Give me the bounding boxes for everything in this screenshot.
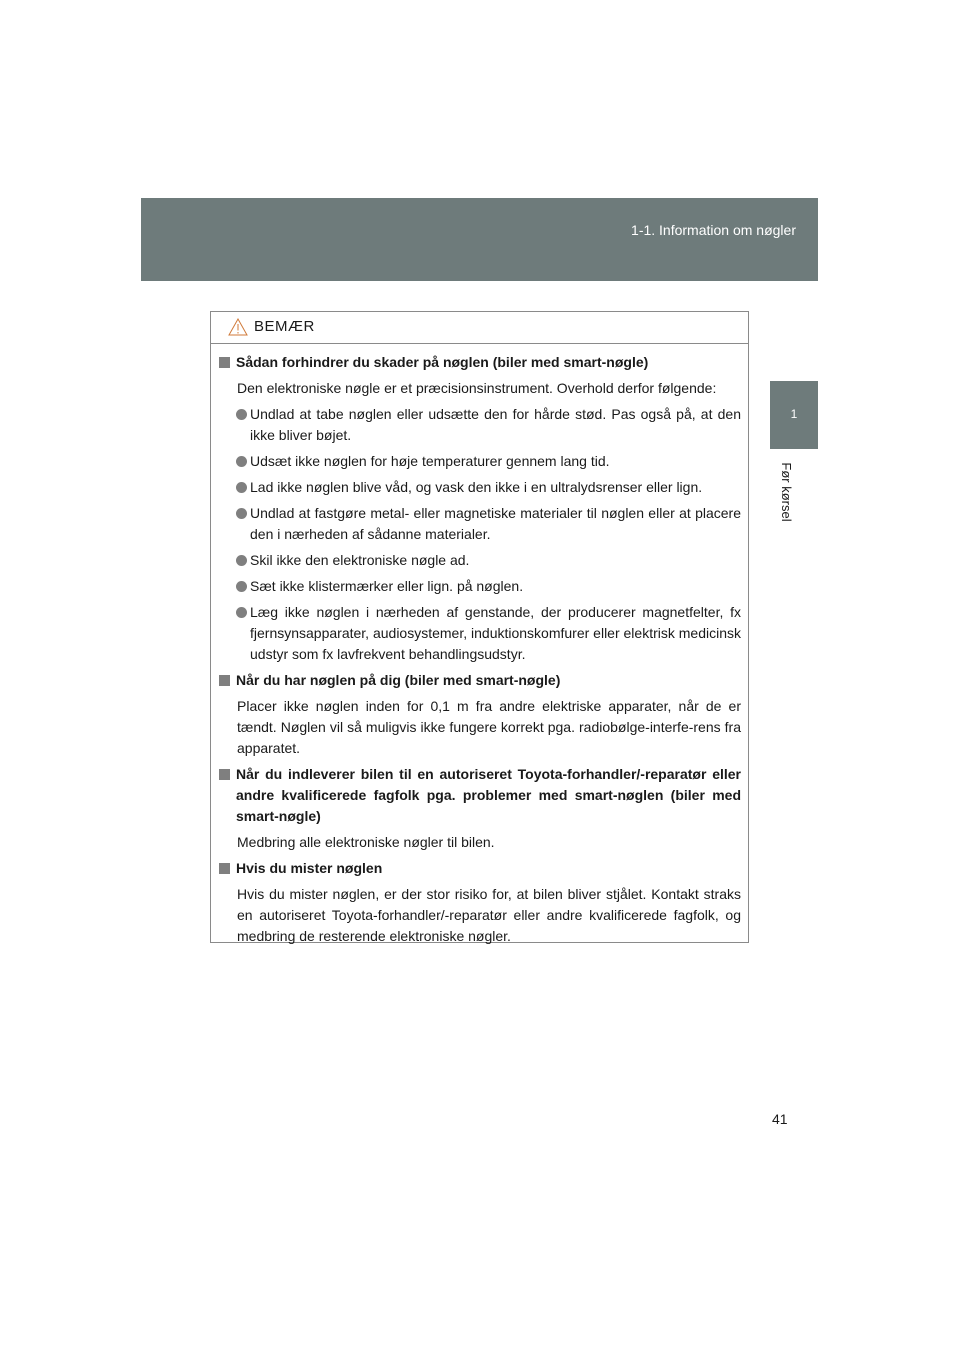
section-intro: Den elektroniske nøgle er et præcisionsinstrument. Overhold derfor følgende:: [237, 380, 717, 396]
section-text: Hvis du mister nøglen, er der stor risiko for, at bilen bliver stjålet. Kontakt straks en autoriseret Toyota-forhandler/-reparatør eller andre kvalificerede fagfolk, og medbring de resterende elektroniske nøgler.: [237, 886, 741, 944]
circle-bullet-icon: [236, 581, 247, 592]
notice-title: BEMÆR: [254, 318, 315, 335]
circle-bullet-icon: [236, 482, 247, 493]
section-heading: Når du indleverer bilen til en autoriseret Toyota-forhandler/-reparatør eller andre kvalificerede fagfolk pga. problemer med smart-nøglen (biler med smart-nøgle): [219, 764, 741, 827]
square-bullet-icon: [219, 769, 230, 780]
list-item: Lad ikke nøglen blive våd, og vask den ikke i en ultralydsrenser eller lign.: [219, 477, 741, 498]
section-heading: Når du har nøglen på dig (biler med smart-nøgle): [219, 670, 741, 691]
section-text: Placer ikke nøglen inden for 0,1 m fra andre elektriske apparater, når de er tændt. Nøglen vil så muligvis ikke fungere korrekt pga. radiobølge-interfe-rens fra apparatet.: [237, 698, 741, 756]
chapter-label: Før kørsel: [779, 462, 794, 522]
notice-body: [211, 344, 748, 947]
circle-bullet-icon: [236, 456, 247, 467]
section-text: Medbring alle elektroniske nøgler til bilen.: [237, 834, 495, 850]
square-bullet-icon: [219, 863, 230, 874]
section-heading: Hvis du mister nøglen: [219, 858, 741, 879]
section-heading: Sådan forhindrer du skader på nøglen (biler med smart-nøgle): [219, 352, 741, 373]
square-bullet-icon: [219, 357, 230, 368]
list-item: Skil ikke den elektroniske nøgle ad.: [219, 550, 741, 571]
page-number: 41: [772, 1111, 788, 1127]
header-bar: [141, 198, 818, 281]
chapter-tab: [770, 381, 818, 449]
list-item: Læg ikke nøglen i nærheden af genstande, der producerer magnetfelter, fx fjernsynsapparater, audiosystemer, induktionskomfurer eller elektrisk medicinsk udstyr som fx lavfrekvent behandlingsudstyr.: [219, 602, 741, 665]
chapter-number: 1: [790, 407, 798, 421]
list-item: Undlad at tabe nøglen eller udsætte den for hårde stød. Pas også på, at den ikke bliver bøjet.: [219, 404, 741, 446]
square-bullet-icon: [219, 675, 230, 686]
list-item: Sæt ikke klistermærker eller lign. på nøglen.: [219, 576, 741, 597]
circle-bullet-icon: [236, 607, 247, 618]
notice-box: [210, 311, 749, 943]
list-item: Undlad at fastgøre metal- eller magnetiske materialer til nøglen eller at placere den i nærheden af sådanne materialer.: [219, 503, 741, 545]
section-title: 1-1. Information om nøgler: [631, 222, 796, 238]
warning-icon: [228, 318, 248, 336]
notice-header: [211, 312, 748, 344]
circle-bullet-icon: [236, 508, 247, 519]
circle-bullet-icon: [236, 409, 247, 420]
circle-bullet-icon: [236, 555, 247, 566]
list-item: Udsæt ikke nøglen for høje temperaturer gennem lang tid.: [219, 451, 741, 472]
